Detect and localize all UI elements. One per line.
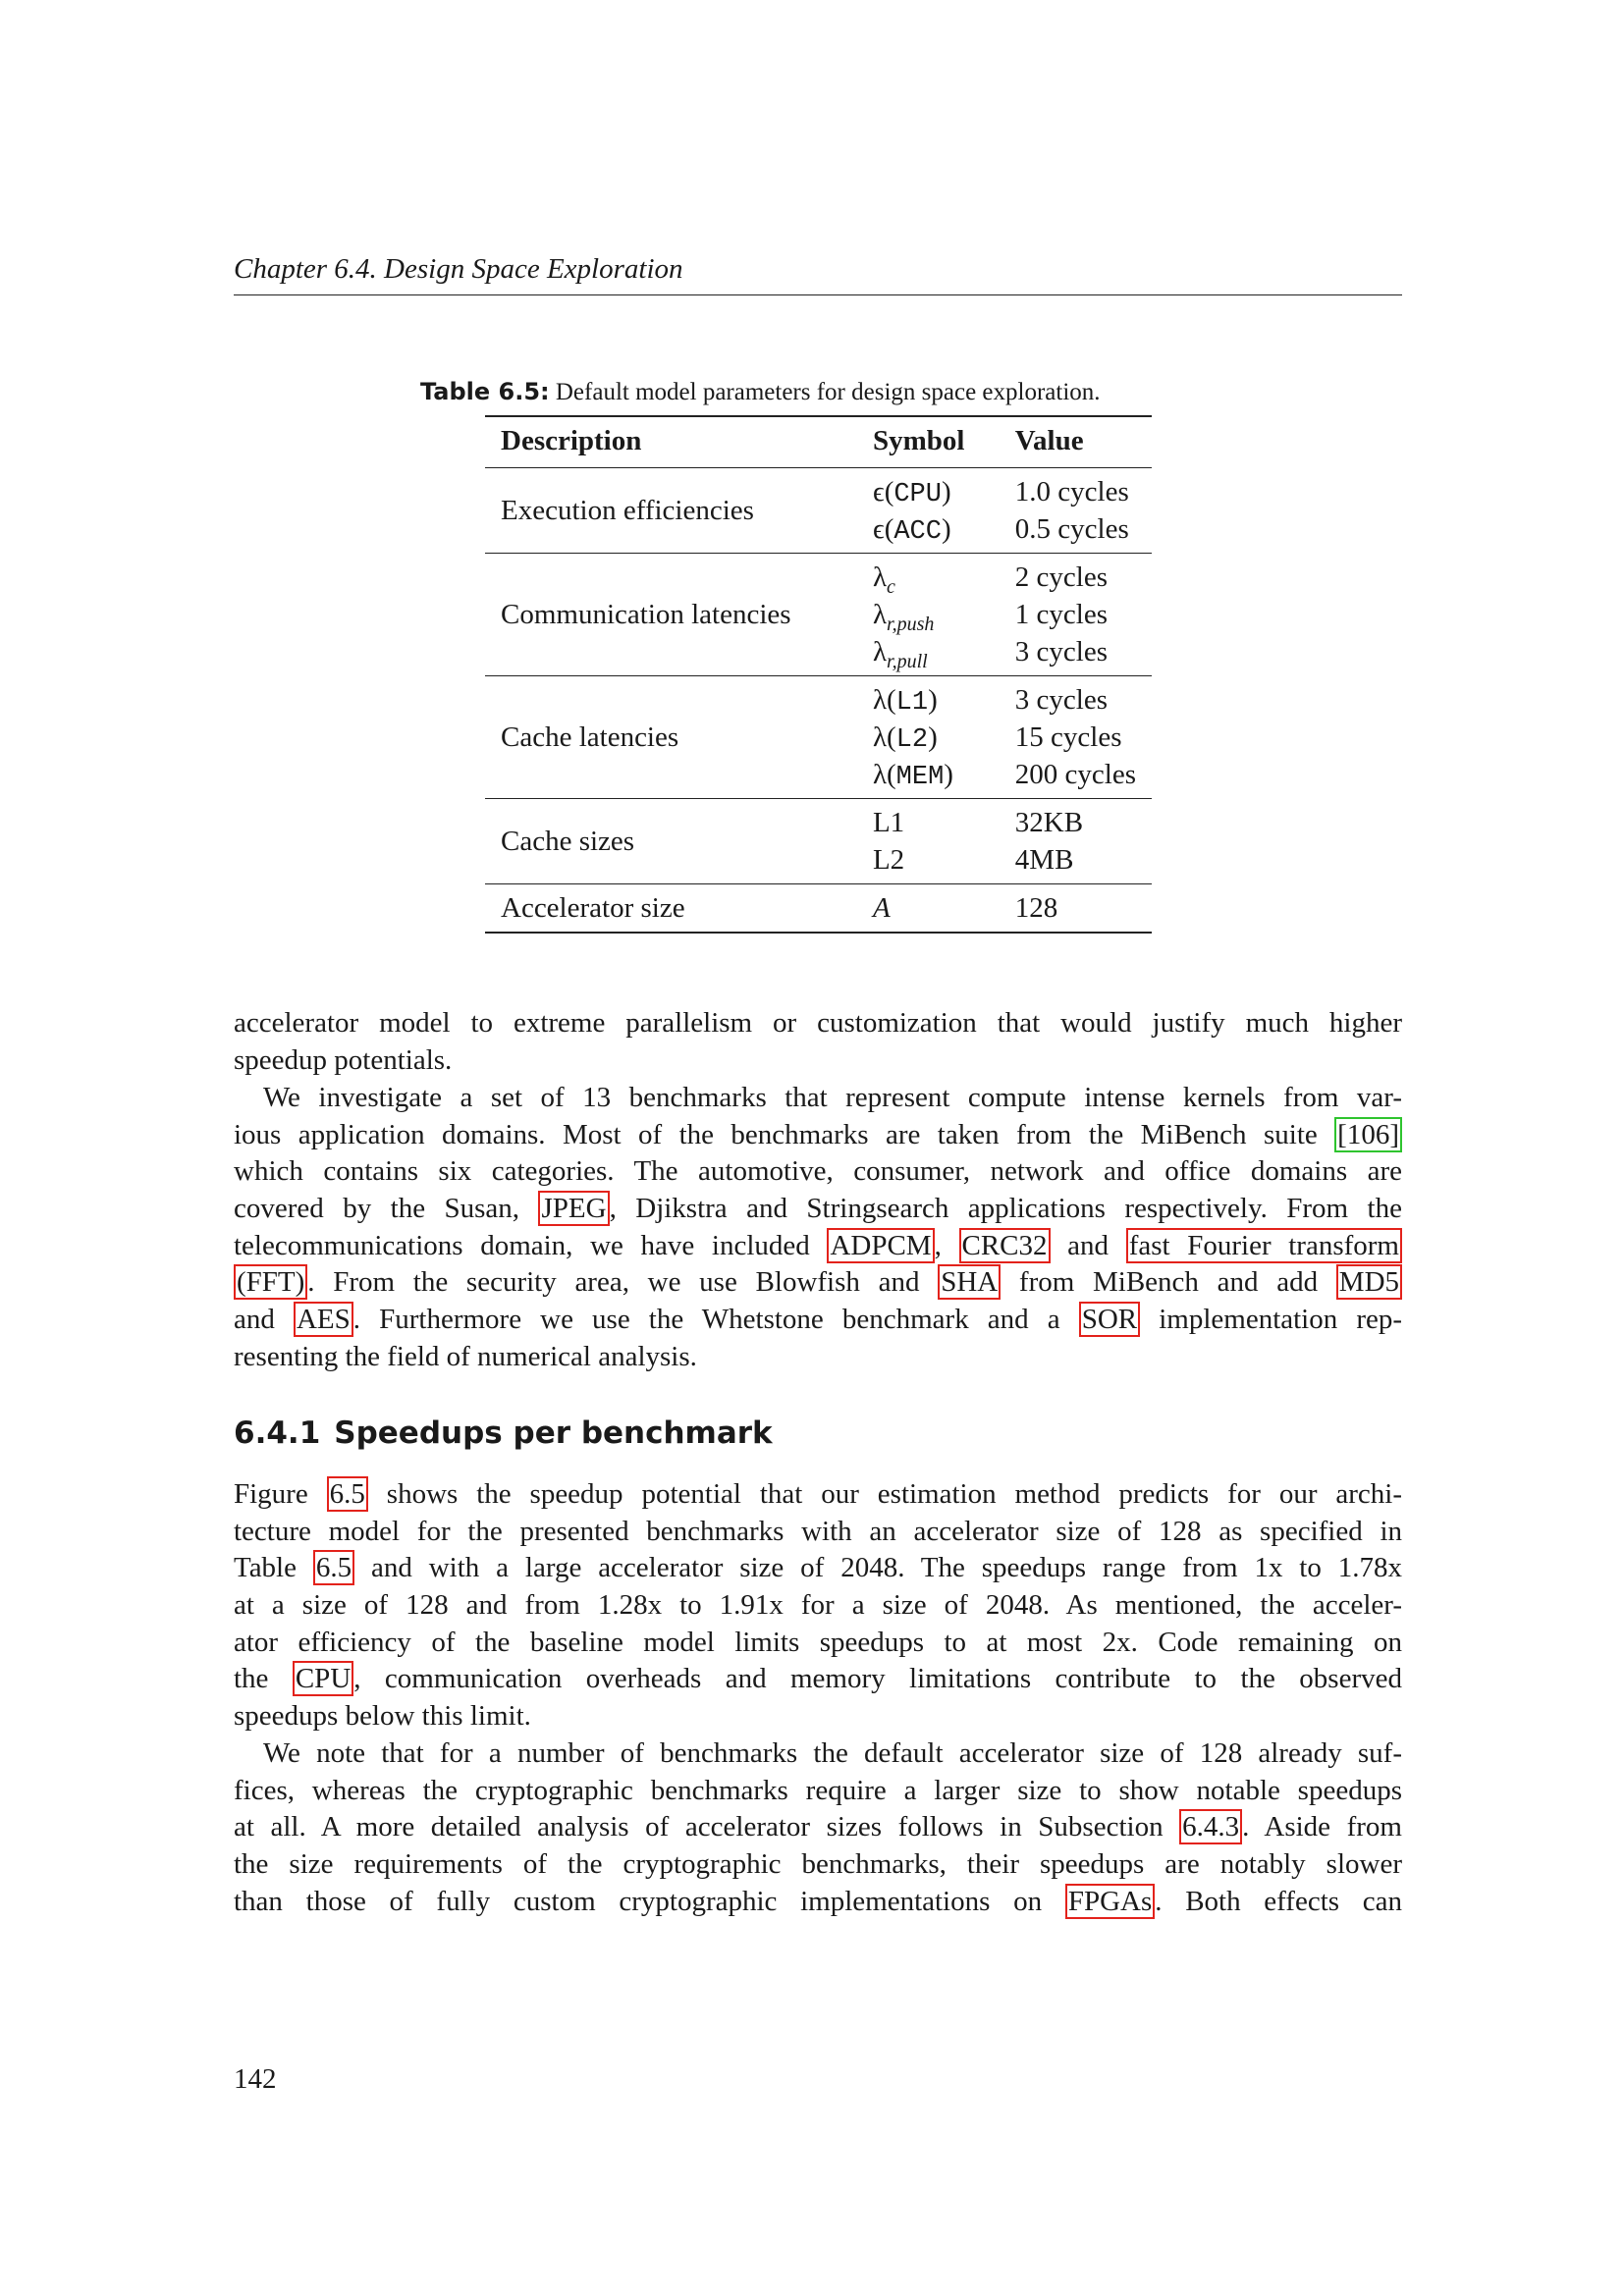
row-symbols: $\lambda_c$ $\lambda_{r,push}$ $\lambda_{r,pull}$ — [857, 554, 1000, 676]
table-row — [485, 554, 1152, 676]
subsection-link[interactable]: 6.4.3 — [1179, 1809, 1242, 1844]
acronym-link[interactable]: CRC32 — [959, 1228, 1051, 1263]
row-values: 3 cycles 15 cycles 200 cycles — [1000, 676, 1152, 799]
row-symbols: A — [857, 884, 1000, 934]
acronym-link[interactable]: AES — [294, 1302, 353, 1337]
row-symbols: λ(L1) λ(L2) λ(MEM) — [857, 676, 1000, 799]
row-description: Cache latencies — [485, 676, 857, 799]
table-row — [485, 799, 1152, 884]
row-description: Communication latencies — [485, 554, 857, 676]
table-row — [485, 676, 1152, 799]
column-header-value: Value — [1000, 416, 1152, 468]
paragraph-accelerator-size: We note that for a number of benchmarks the default accelerator size of 128 already suf- fices, whereas the cryptographic benchmarks require a larger size to show notable speedups at all. A more detailed analysis of accelerator sizes follows in Subsection 6.4.3 . Aside from the size requirements of the cryptographic benchmarks, their speedups are notably slower than those of fully custom cryptographic implementations on FPGAs . Both effects can — [234, 1737, 1402, 1917]
citation-link[interactable]: [106] — [1334, 1117, 1402, 1152]
row-symbols: L1 L2 — [857, 799, 1000, 884]
row-symbols: ϵ(CPU) ϵ(ACC) — [872, 476, 951, 547]
acronym-link[interactable]: MD5 — [1336, 1264, 1402, 1300]
running-header: Chapter 6.4. Design Space Exploration — [234, 253, 683, 285]
table-caption-label: Table 6.5: — [420, 378, 550, 405]
parameter-table — [485, 415, 1152, 934]
table-row — [485, 884, 1152, 934]
acronym-link[interactable]: SOR — [1079, 1302, 1140, 1337]
acronym-link[interactable]: fast Fourier transform — [1126, 1228, 1402, 1263]
row-values: 1.0 cycles 0.5 cycles — [1014, 476, 1129, 545]
row-values: 128 — [1000, 884, 1152, 934]
row-description: Cache sizes — [485, 799, 857, 884]
section-number: 6.4.1 — [234, 1415, 321, 1451]
section-title: Speedups per benchmark — [334, 1415, 773, 1451]
column-header-symbol: Symbol — [857, 416, 1000, 468]
header-rule — [234, 294, 1402, 295]
row-description: Accelerator size — [485, 884, 857, 934]
row-description: Execution efficiencies — [501, 494, 754, 526]
acronym-link[interactable]: CPU — [293, 1661, 353, 1696]
acronym-link[interactable]: FPGAs — [1065, 1884, 1155, 1919]
table-caption — [420, 378, 1101, 406]
figure-link[interactable]: 6.5 — [327, 1476, 368, 1512]
table-caption-text: Default model parameters for design space exploration. — [555, 379, 1101, 405]
table-row — [485, 468, 1152, 554]
table-header-row — [485, 416, 1152, 468]
acronym-link[interactable]: ADPCM — [827, 1228, 934, 1263]
section-heading — [234, 1415, 773, 1451]
acronym-link[interactable]: SHA — [938, 1264, 1001, 1300]
paragraph-continuation: accelerator model to extreme parallelism or customization that would justify much higher speedup potentials. — [234, 1007, 1402, 1076]
table-link[interactable]: 6.5 — [313, 1550, 354, 1585]
row-values: 32KB 4MB — [1000, 799, 1152, 884]
column-header-description: Description — [485, 416, 857, 468]
paragraph-benchmarks: We investigate a set of 13 benchmarks that represent compute intense kernels from var- ious application domains. Most of the benchmarks are taken from the MiBench suite [106] which contains six categories. The automotive, consumer, network and office domains are covered by the Susan, JPEG , Djikstra and Stringsearch applications respectively. From the telecommunications domain, we have included ADPCM , CRC32 and fast Fourier transform (FFT) . From the security area, we use Blowfish and SHA from MiBench and add MD5 and AES . Furthermore we use the Whetstone benchmark and a SOR implementation rep- resenting the field of numerical analysis. — [234, 1082, 1403, 1372]
row-values: 2 cycles 1 cycles 3 cycles — [1000, 554, 1152, 676]
page-number: 142 — [234, 2063, 277, 2095]
acronym-link[interactable]: JPEG — [538, 1191, 609, 1226]
paragraph-speedups: Figure 6.5 shows the speedup potential that our estimation method predicts for our archi- tecture model for the presented benchmarks with an accelerator size of 128 as specified in Table 6.5 and with a large accelerator size of 2048. The speedups range from 1x to 1.78x at a size of 128 and from 1.28x to 1.91x for a size of 2048. As mentioned, the acceler- ator efficiency of the baseline model limits speedups to at most 2x. Code remaining on the CPU , communication overheads and memory limitations contribute to the observed speedups below this limit. — [234, 1478, 1402, 1733]
acronym-link[interactable]: (FFT) — [234, 1264, 307, 1300]
